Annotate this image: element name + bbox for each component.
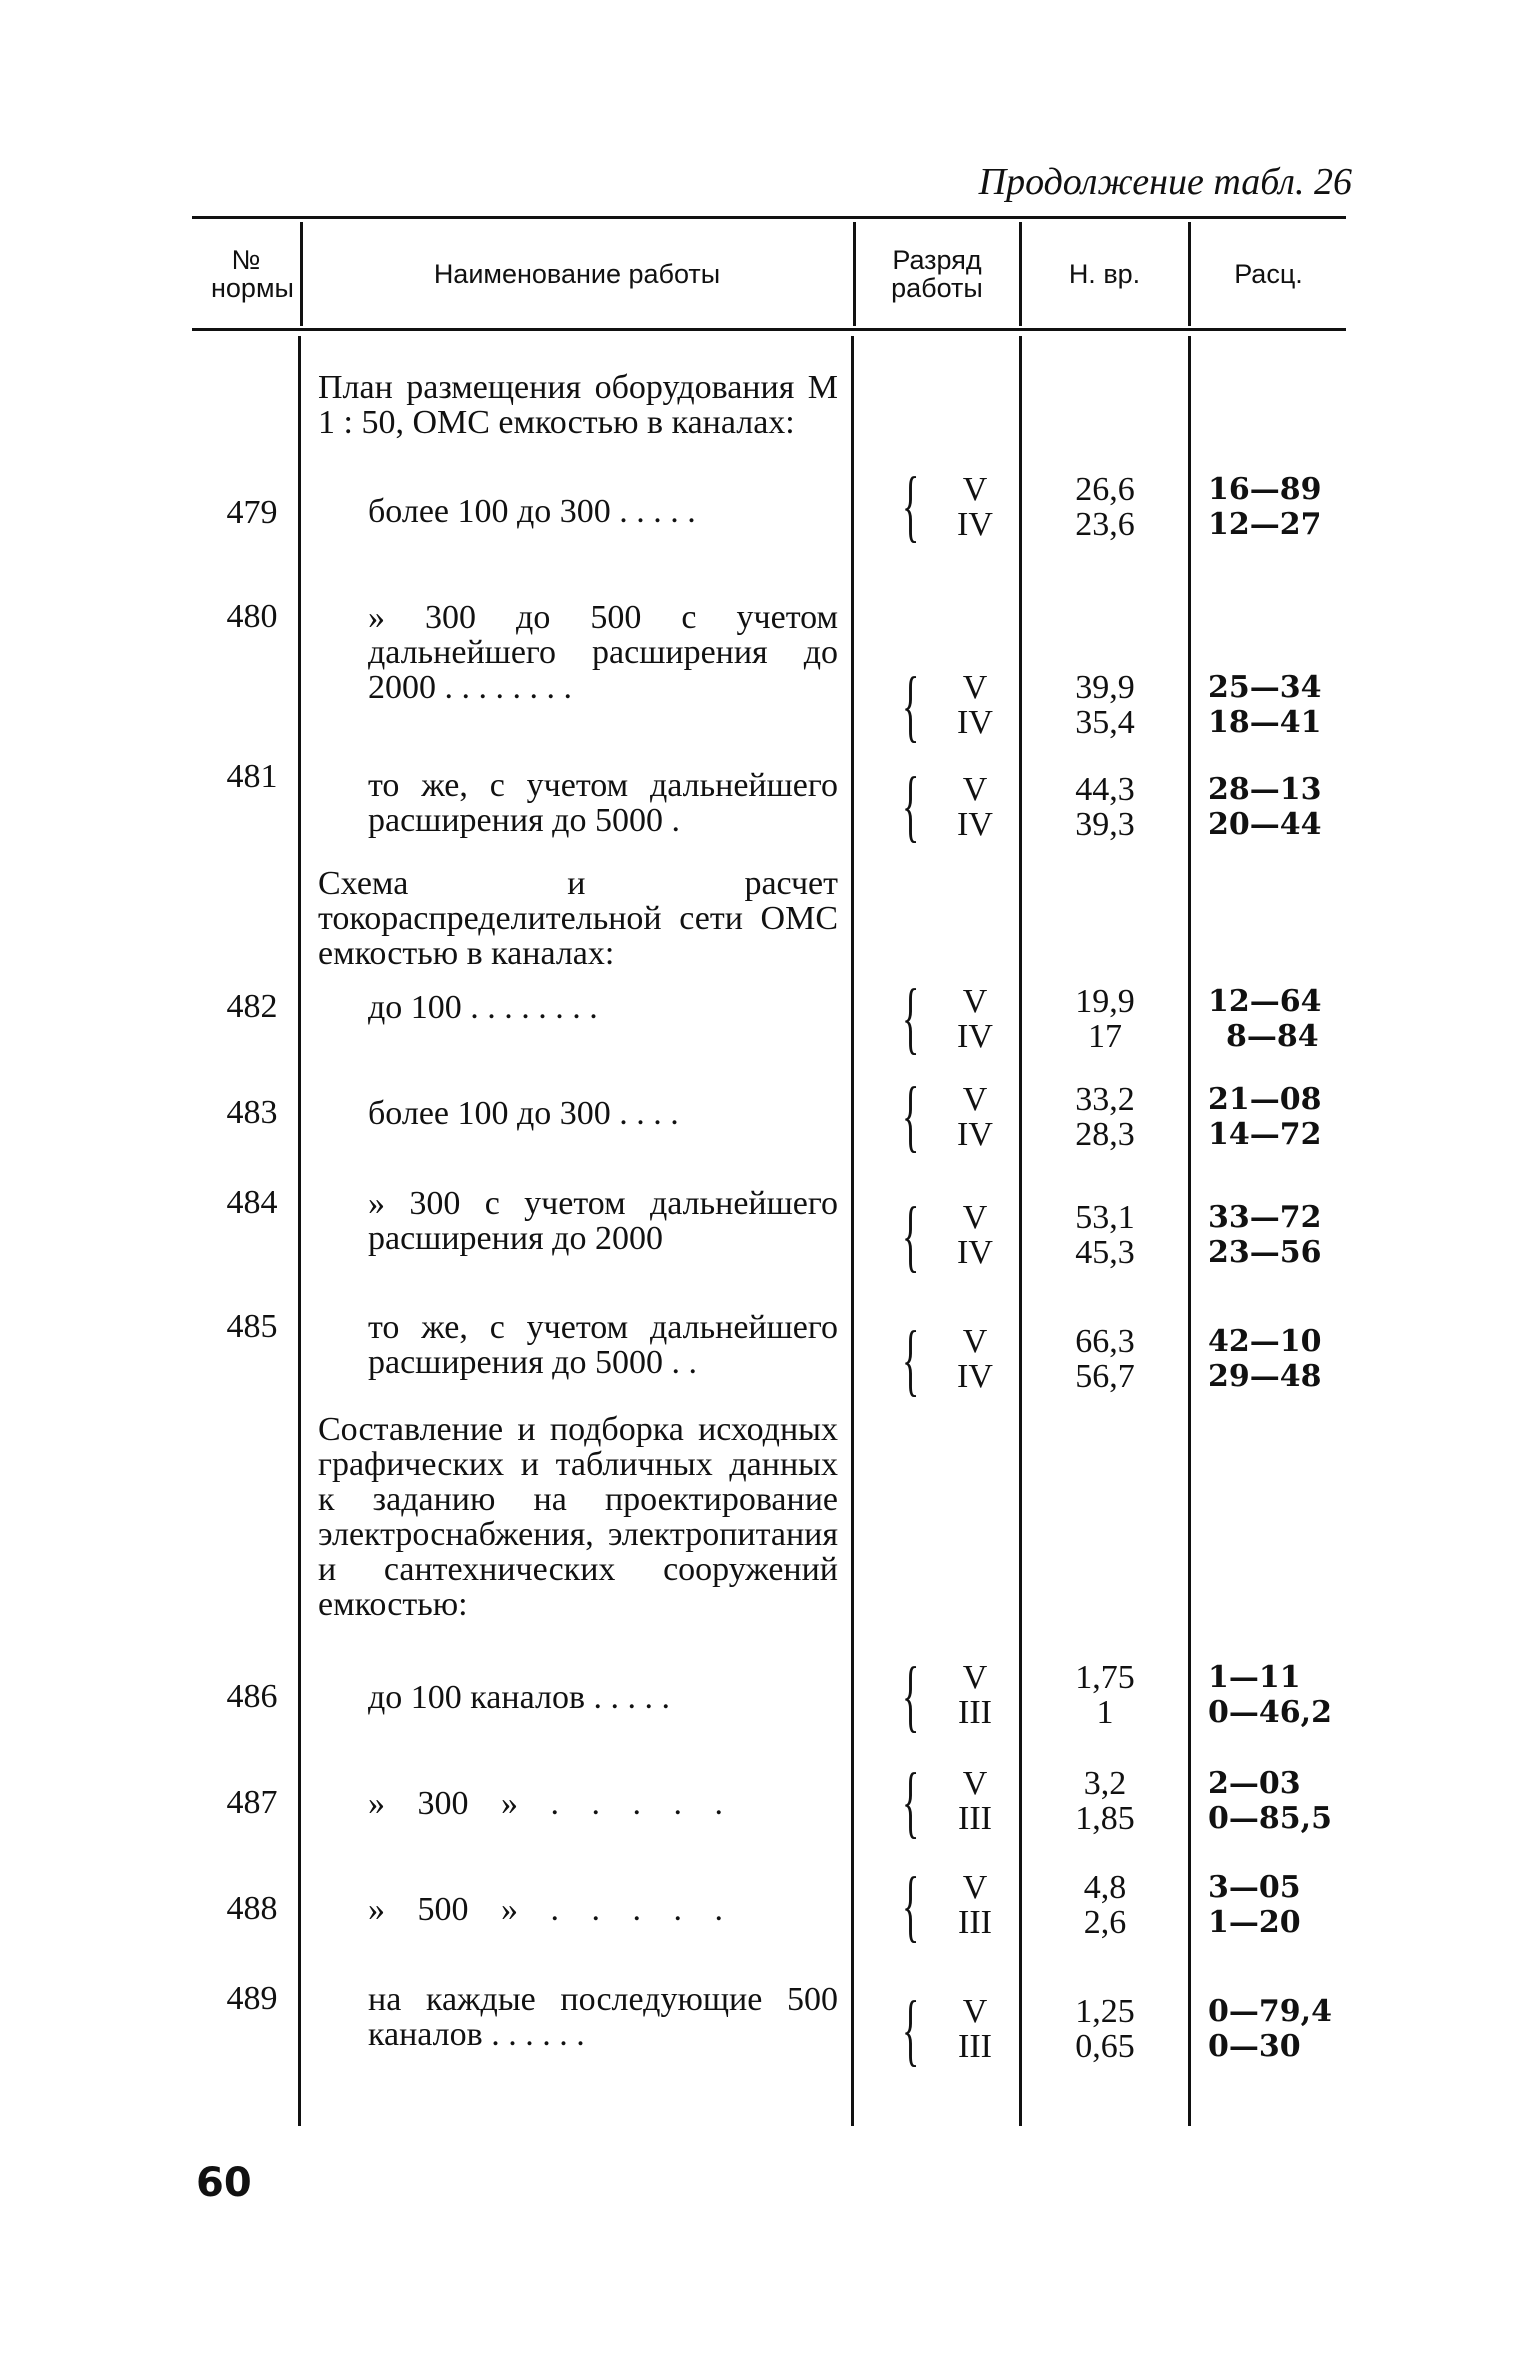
grade-1: V [962, 471, 988, 508]
brace: { [902, 974, 920, 1062]
rate-1: 42—10 [1208, 1324, 1322, 1359]
header-rate [1191, 222, 1346, 326]
grade-2: III [958, 1800, 992, 1837]
grade-2: III [958, 1904, 992, 1941]
rate-2: 18—41 [1208, 705, 1322, 740]
time-1: 1,75 [1075, 1659, 1135, 1696]
rate-2: 0—30 [1208, 2029, 1301, 2064]
grade-1: V [962, 669, 988, 706]
norm-number: 485 [226, 1308, 278, 1345]
brace: { [902, 1652, 920, 1740]
norm-number: 483 [226, 1094, 278, 1131]
rate-2: 12—27 [1208, 507, 1322, 542]
work-name: до 100 . . . . . . . . [368, 989, 598, 1026]
time-2: 35,4 [1075, 704, 1135, 741]
rate-1: 28—13 [1208, 772, 1322, 807]
norm-number: 480 [226, 598, 278, 635]
work-name: то же, с учетом дальнейшего расширения до 5000 . . [368, 1309, 838, 1381]
rate-2: 1—20 [1208, 1905, 1301, 1940]
section-heading: Схема и расчет токораспределительной сети ОМС емкостью в каналах: [318, 865, 838, 972]
rate-1: 25—34 [1208, 670, 1322, 705]
grade-2: IV [957, 506, 993, 543]
rate-1: 21—08 [1208, 1082, 1322, 1117]
section-heading: План размещения оборудования М 1 : 50, ОМС емкостью в каналах: [318, 369, 838, 441]
time-2: 1 [1096, 1694, 1114, 1731]
grade-1: V [962, 1659, 988, 1696]
time-1: 33,2 [1075, 1081, 1135, 1118]
work-name: » 300 до 500 с учетом дальнейшего расширения до 2000 . . . . . . . . [368, 599, 838, 706]
time-2: 2,6 [1083, 1904, 1127, 1941]
rate-1: 2—03 [1208, 1766, 1301, 1801]
brace: { [902, 1758, 920, 1846]
norm-number: 487 [226, 1784, 278, 1821]
time-2: 1,85 [1075, 1800, 1135, 1837]
time-2: 28,3 [1075, 1116, 1135, 1153]
grade-1: V [962, 1993, 988, 2030]
time-2: 56,7 [1075, 1358, 1135, 1395]
header-time-text: Н. вр. [1068, 258, 1141, 289]
grade-1: V [962, 1323, 988, 1360]
time-1: 1,25 [1075, 1993, 1135, 2030]
work-name: более 100 до 300 . . . . . [368, 493, 696, 530]
grade-1: V [962, 771, 988, 808]
grade-2: IV [957, 806, 993, 843]
rate-1: 0—79,4 [1208, 1994, 1332, 2029]
column-rule [1019, 336, 1022, 2126]
time-2: 17 [1088, 1018, 1122, 1055]
rate-1: 3—05 [1208, 1870, 1301, 1905]
header-time [1022, 222, 1187, 326]
norm-number: 488 [226, 1890, 278, 1927]
grade-2: IV [957, 1358, 993, 1395]
work-name: до 100 каналов . . . . . [368, 1679, 670, 1716]
page-number: 60 [196, 2160, 252, 2206]
grade-2: IV [957, 704, 993, 741]
brace: { [902, 1986, 920, 2074]
section-heading: Составление и подборка исходных графических и табличных данных к заданию на проектирование электроснабжения, электропитания и сантехнических сооружений емкостью: [318, 1411, 838, 1623]
table-top-rule [192, 216, 1346, 219]
time-2: 0,65 [1075, 2028, 1135, 2065]
column-rule [851, 336, 854, 2126]
brace: { [902, 662, 920, 750]
norm-number: 479 [226, 494, 278, 531]
norm-number: 486 [226, 1678, 278, 1715]
time-2: 39,3 [1075, 806, 1135, 843]
header-grade-text: Разряд работы [891, 244, 983, 303]
brace: { [902, 1192, 920, 1280]
grade-1: V [962, 1869, 988, 1906]
norm-number: 484 [226, 1184, 278, 1221]
rate-1: 33—72 [1208, 1200, 1322, 1235]
work-name: более 100 до 300 . . . . [368, 1095, 679, 1132]
grade-1: V [962, 1081, 988, 1118]
rate-1: 12—64 [1208, 984, 1322, 1019]
work-name: на каждые последующие 500 каналов . . . . . . [368, 1981, 838, 2053]
norm-number: 482 [226, 988, 278, 1025]
grade-1: V [962, 983, 988, 1020]
rate-2: 0—46,2 [1208, 1695, 1332, 1730]
rate-1: 16—89 [1208, 472, 1322, 507]
grade-2: III [958, 2028, 992, 2065]
rate-2: 0—85,5 [1208, 1801, 1332, 1836]
column-rule [1188, 336, 1191, 2126]
header-norm-no-text: № нормы [211, 244, 294, 303]
time-1: 4,8 [1083, 1869, 1127, 1906]
norm-number: 481 [226, 758, 278, 795]
brace: { [902, 1072, 920, 1160]
header-norm-no [194, 222, 298, 326]
grade-2: III [958, 1694, 992, 1731]
header-rate-text: Расц. [1234, 258, 1303, 289]
table-header-rule [192, 328, 1346, 331]
continuation-caption: Продолжение табл. 26 [978, 161, 1352, 203]
rate-2: 14—72 [1208, 1117, 1322, 1152]
time-1: 26,6 [1075, 471, 1135, 508]
header-grade [856, 222, 1018, 326]
rate-2: 29—48 [1208, 1359, 1322, 1394]
work-name: » 500 » . . . . . [368, 1891, 723, 1928]
grade-2: IV [957, 1234, 993, 1271]
grade-1: V [962, 1199, 988, 1236]
rate-1: 1—11 [1208, 1660, 1301, 1695]
time-1: 39,9 [1075, 669, 1135, 706]
time-1: 44,3 [1075, 771, 1135, 808]
work-name: » 300 с учетом дальнейшего расширения до 2000 [368, 1185, 838, 1257]
time-1: 66,3 [1075, 1323, 1135, 1360]
norm-number: 489 [226, 1980, 278, 2017]
brace: { [902, 762, 920, 850]
rate-2: 23—56 [1208, 1235, 1322, 1270]
rate-2: 20—44 [1208, 807, 1322, 842]
grade-2: IV [957, 1116, 993, 1153]
grade-1: V [962, 1765, 988, 1802]
header-work-name [303, 222, 851, 326]
time-1: 3,2 [1083, 1765, 1127, 1802]
time-1: 53,1 [1075, 1199, 1135, 1236]
time-2: 23,6 [1075, 506, 1135, 543]
work-name: » 300 » . . . . . [368, 1785, 723, 1822]
brace: { [902, 1316, 920, 1404]
rate-2: 8—84 [1226, 1019, 1319, 1054]
grade-2: IV [957, 1018, 993, 1055]
brace: { [902, 1862, 920, 1950]
work-name: то же, с учетом дальнейшего расширения до 5000 . [368, 767, 838, 839]
brace: { [902, 462, 920, 550]
header-work-name-text: Наименование работы [433, 258, 721, 289]
time-1: 19,9 [1075, 983, 1135, 1020]
time-2: 45,3 [1075, 1234, 1135, 1271]
